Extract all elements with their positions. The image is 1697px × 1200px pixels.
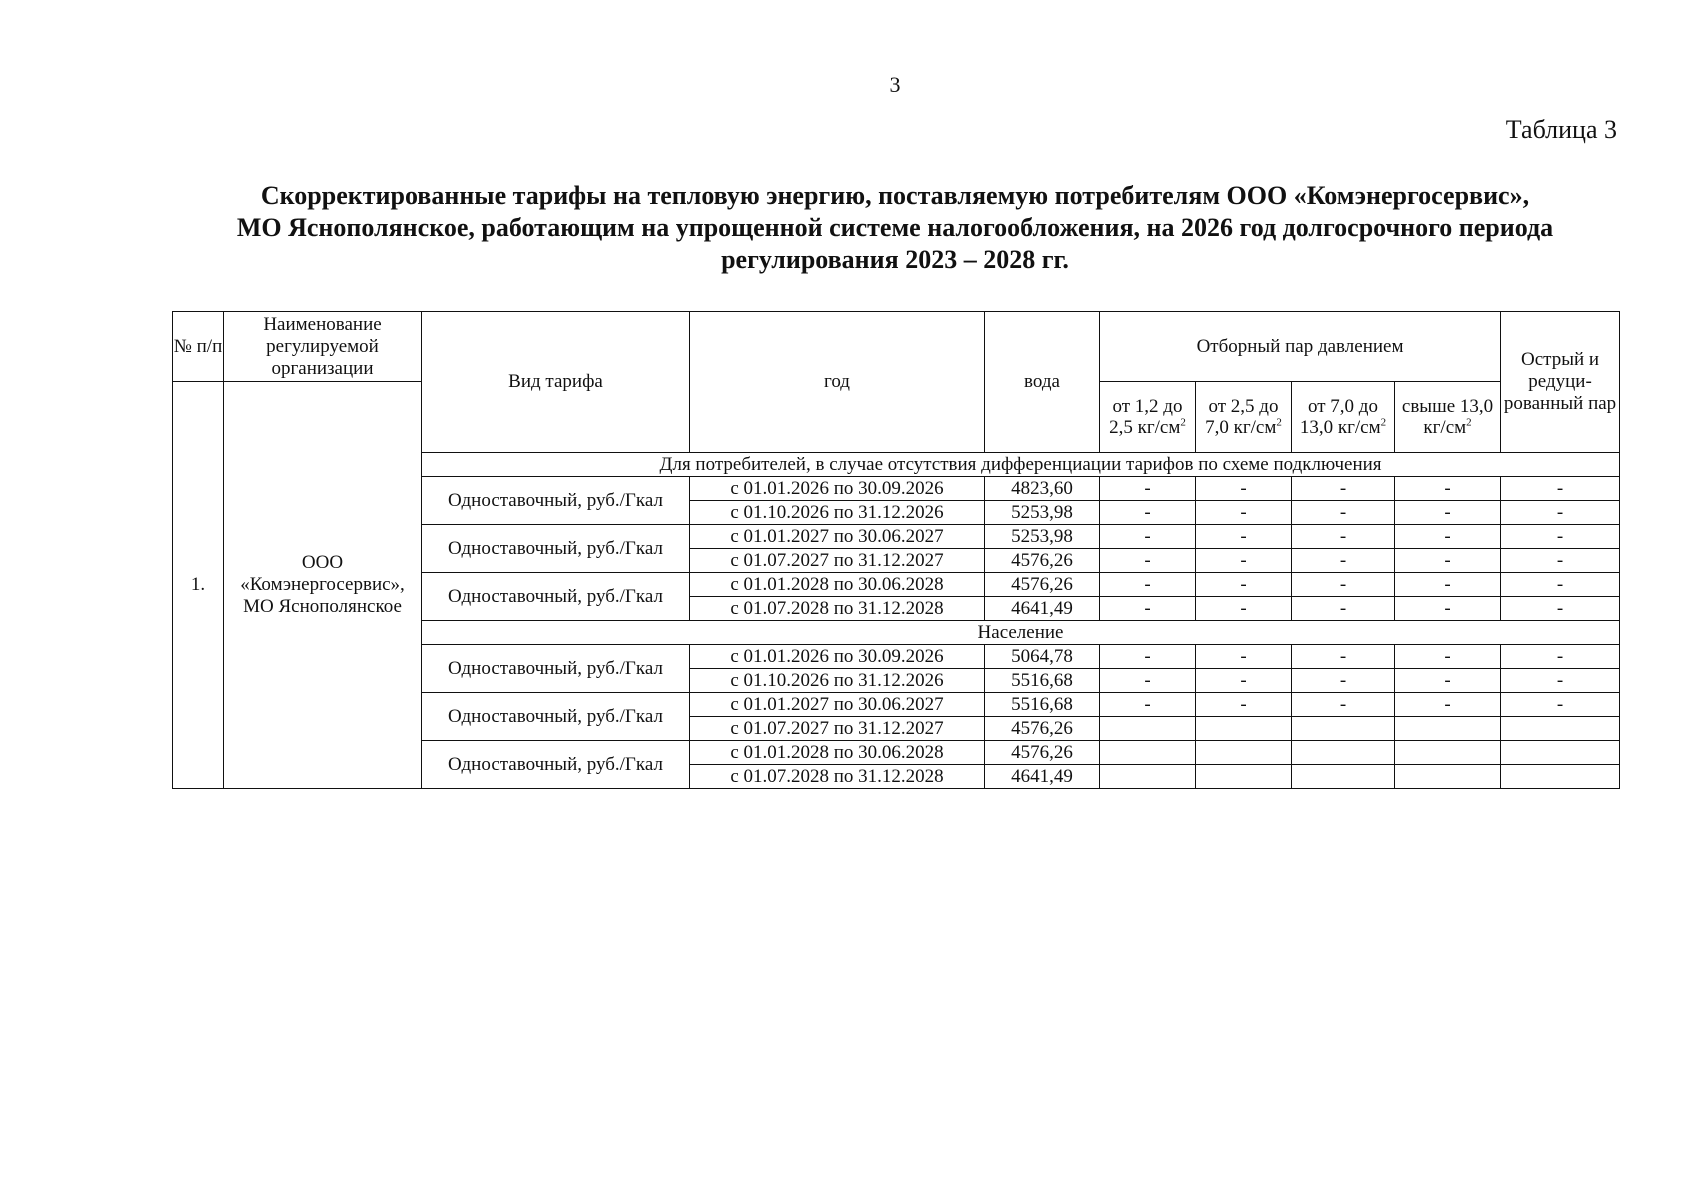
page-number: 3	[889, 72, 901, 97]
section-title: Население	[422, 621, 1620, 645]
steam-3-value-cell	[1292, 717, 1395, 741]
period-cell: с 01.07.2028 по 31.12.2028	[690, 597, 985, 621]
steam-1-value-cell: -	[1100, 669, 1196, 693]
header-steam-4-text: свыше 13,0 кг/см	[1401, 396, 1494, 438]
header-steam-group: Отборный пар давлением	[1100, 312, 1501, 382]
sharp-steam-value-cell	[1501, 717, 1620, 741]
steam-4-value-cell	[1395, 765, 1501, 789]
steam-2-value-cell: -	[1196, 669, 1292, 693]
water-value-cell: 5253,98	[985, 525, 1100, 549]
water-value-cell: 4576,26	[985, 573, 1100, 597]
water-value-cell: 4823,60	[985, 477, 1100, 501]
water-value-cell: 5516,68	[985, 669, 1100, 693]
steam-2-value-cell: -	[1196, 549, 1292, 573]
steam-2-value-cell: -	[1196, 693, 1292, 717]
tariff-table	[172, 311, 1620, 789]
header-num: № п/п	[173, 312, 224, 382]
period-cell: с 01.01.2027 по 30.06.2027	[690, 525, 985, 549]
water-value-cell: 4576,26	[985, 741, 1100, 765]
sharp-steam-value-cell: -	[1501, 525, 1620, 549]
header-row	[173, 312, 1620, 382]
header-steam-1	[1100, 382, 1196, 453]
water-value-cell: 4641,49	[985, 765, 1100, 789]
period-cell: с 01.10.2026 по 31.12.2026	[690, 501, 985, 525]
steam-3-value-cell: -	[1292, 477, 1395, 501]
title-line: регулирования 2023 – 2028 гг.	[721, 245, 1069, 274]
section-title: Для потребителей, в случае отсутствия дифференциации тарифов по схеме подключения	[422, 453, 1620, 477]
period-cell: с 01.01.2027 по 30.06.2027	[690, 693, 985, 717]
steam-2-value-cell: -	[1196, 573, 1292, 597]
steam-4-value-cell: -	[1395, 669, 1501, 693]
steam-2-value-cell: -	[1196, 501, 1292, 525]
header-tariff-type: Вид тарифа	[422, 312, 690, 453]
steam-1-value-cell: -	[1100, 645, 1196, 669]
steam-3-value-cell: -	[1292, 645, 1395, 669]
header-steam-4	[1395, 382, 1501, 453]
header-water: вода	[985, 312, 1100, 453]
title-line: МО Яснополянское, работающим на упрощенной системе налогообложения, на 2026 год долгосрочного периода	[236, 213, 1554, 242]
tariff-type-cell: Одноставочный, руб./Гкал	[422, 741, 690, 789]
steam-1-value-cell: -	[1100, 597, 1196, 621]
steam-4-value-cell: -	[1395, 549, 1501, 573]
unit-superscript: 2	[1276, 416, 1282, 429]
sharp-steam-value-cell: -	[1501, 573, 1620, 597]
water-value-cell: 5064,78	[985, 645, 1100, 669]
header-steam-2	[1196, 382, 1292, 453]
period-cell: с 01.07.2027 по 31.12.2027	[690, 549, 985, 573]
sharp-steam-value-cell: -	[1501, 597, 1620, 621]
steam-1-value-cell: -	[1100, 525, 1196, 549]
steam-1-value-cell: -	[1100, 573, 1196, 597]
org-num-cell: 1.	[173, 382, 224, 789]
steam-1-value-cell	[1100, 717, 1196, 741]
period-cell: с 01.01.2028 по 30.06.2028	[690, 573, 985, 597]
steam-4-value-cell: -	[1395, 645, 1501, 669]
sharp-steam-value-cell: -	[1501, 645, 1620, 669]
steam-2-value-cell	[1196, 765, 1292, 789]
sharp-steam-value-cell: -	[1501, 693, 1620, 717]
sharp-steam-value-cell	[1501, 741, 1620, 765]
steam-1-value-cell: -	[1100, 549, 1196, 573]
steam-1-value-cell: -	[1100, 693, 1196, 717]
steam-1-value-cell	[1100, 741, 1196, 765]
sharp-steam-value-cell: -	[1501, 477, 1620, 501]
tariff-type-cell: Одноставочный, руб./Гкал	[422, 693, 690, 741]
header-steam-1-text: от 1,2 до 2,5 кг/см	[1109, 396, 1183, 438]
sharp-steam-value-cell: -	[1501, 669, 1620, 693]
steam-4-value-cell: -	[1395, 597, 1501, 621]
period-cell: с 01.01.2028 по 30.06.2028	[690, 741, 985, 765]
steam-2-value-cell	[1196, 717, 1292, 741]
water-value-cell: 4576,26	[985, 549, 1100, 573]
steam-4-value-cell	[1395, 741, 1501, 765]
sharp-steam-value-cell: -	[1501, 549, 1620, 573]
header-sharp-steam: Острый и редуци-рованный пар	[1501, 312, 1620, 453]
steam-3-value-cell: -	[1292, 573, 1395, 597]
steam-3-value-cell: -	[1292, 501, 1395, 525]
steam-3-value-cell: -	[1292, 549, 1395, 573]
steam-1-value-cell: -	[1100, 501, 1196, 525]
table-label: Таблица 3	[1505, 115, 1617, 144]
period-cell: с 01.07.2028 по 31.12.2028	[690, 765, 985, 789]
header-steam-3-text: от 7,0 до 13,0 кг/см	[1299, 396, 1381, 438]
header-year: год	[690, 312, 985, 453]
steam-4-value-cell: -	[1395, 693, 1501, 717]
sharp-steam-value-cell: -	[1501, 501, 1620, 525]
header-org-name: Наименование регулируемой организации	[224, 312, 422, 382]
steam-3-value-cell: -	[1292, 693, 1395, 717]
water-value-cell: 5516,68	[985, 693, 1100, 717]
period-cell: с 01.10.2026 по 31.12.2026	[690, 669, 985, 693]
tariff-type-cell: Одноставочный, руб./Гкал	[422, 477, 690, 525]
steam-3-value-cell: -	[1292, 669, 1395, 693]
tariff-type-cell: Одноставочный, руб./Гкал	[422, 645, 690, 693]
period-cell: с 01.01.2026 по 30.09.2026	[690, 477, 985, 501]
steam-4-value-cell: -	[1395, 573, 1501, 597]
steam-2-value-cell: -	[1196, 597, 1292, 621]
steam-3-value-cell	[1292, 741, 1395, 765]
org-name-cell: ООО «Комэнергосервис», МО Яснополянское	[224, 382, 422, 789]
unit-superscript: 2	[1380, 416, 1387, 429]
water-value-cell: 4576,26	[985, 717, 1100, 741]
sharp-steam-value-cell	[1501, 765, 1620, 789]
steam-2-value-cell: -	[1196, 525, 1292, 549]
steam-1-value-cell: -	[1100, 477, 1196, 501]
water-value-cell: 4641,49	[985, 597, 1100, 621]
document-title	[165, 180, 1625, 276]
water-value-cell: 5253,98	[985, 501, 1100, 525]
tariff-type-cell: Одноставочный, руб./Гкал	[422, 573, 690, 621]
steam-1-value-cell	[1100, 765, 1196, 789]
steam-4-value-cell: -	[1395, 477, 1501, 501]
steam-2-value-cell: -	[1196, 477, 1292, 501]
unit-superscript: 2	[1466, 416, 1472, 429]
steam-2-value-cell: -	[1196, 645, 1292, 669]
header-steam-3	[1292, 382, 1395, 453]
period-cell: с 01.07.2027 по 31.12.2027	[690, 717, 985, 741]
unit-superscript: 2	[1180, 416, 1186, 429]
steam-4-value-cell	[1395, 717, 1501, 741]
steam-3-value-cell	[1292, 765, 1395, 789]
title-line: Скорректированные тарифы на тепловую энергию, поставляемую потребителям ООО «Комэнергосервис»,	[260, 181, 1530, 210]
steam-2-value-cell	[1196, 741, 1292, 765]
steam-4-value-cell: -	[1395, 501, 1501, 525]
tariff-type-cell: Одноставочный, руб./Гкал	[422, 525, 690, 573]
steam-4-value-cell: -	[1395, 525, 1501, 549]
steam-3-value-cell: -	[1292, 525, 1395, 549]
header-steam-2-text: от 2,5 до 7,0 кг/см	[1205, 396, 1279, 438]
period-cell: с 01.01.2026 по 30.09.2026	[690, 645, 985, 669]
steam-3-value-cell: -	[1292, 597, 1395, 621]
